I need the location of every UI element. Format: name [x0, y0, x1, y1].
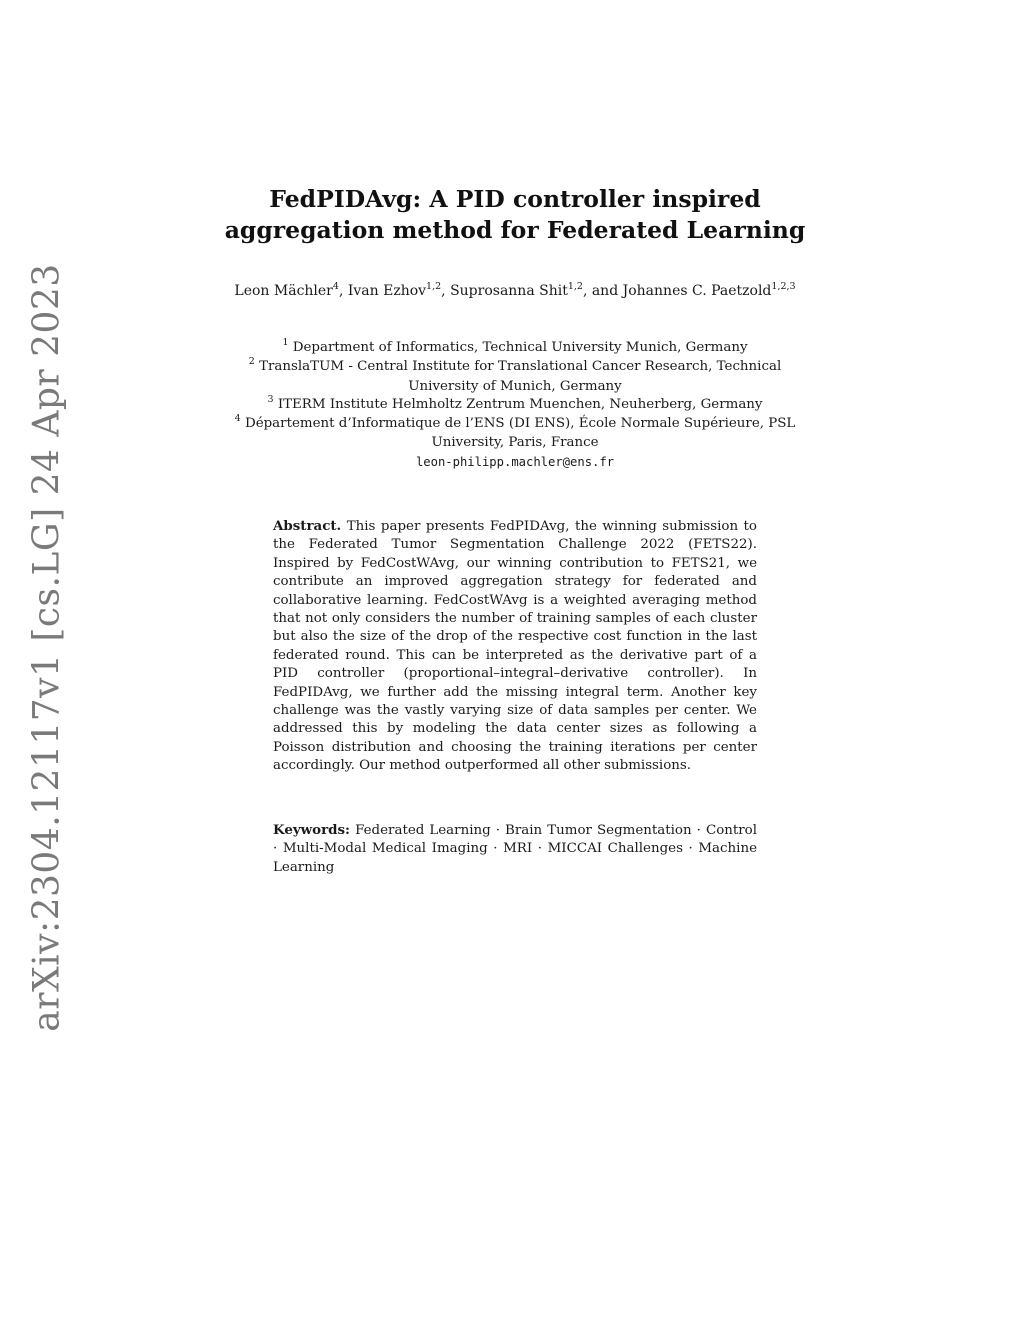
author-affiliation-mark: 1,2,3: [771, 281, 796, 292]
abstract: [273, 517, 757, 776]
paper-title: FedPIDAvg: A PID controller inspired aggregation method for Federated Learning: [224, 185, 806, 244]
abstract-text: This paper presents FedPIDAvg, the winning submission to the Federated Tumor Segmentation Challenge 2022 (FETS22). Inspired by FedCostWAvg, our winning contribution to FETS21, we contribute an improved aggregation strategy for federated and collaborative learning. FedCostWAvg is a weighted averaging method that not only considers the number of training samples of each cluster but also the size of the drop of the respective cost function in the last federated round. This can be interpreted as the derivative part of a PID controller (proportional–integral–derivative controller). In FedPIDAvg, we further add the missing integral term. Another key challenge was the vastly varying size of data samples per center. We addressed this by modeling the data center sizes as following a Poisson distribution and choosing the training iterations per center accordingly. Our method outperformed all other submissions.: [273, 519, 757, 774]
author-name: Suprosanna Shit: [450, 283, 568, 299]
affiliation-text: Département d’Informatique de l’ENS (DI ENS), École Normale Supérieure, PSL University, Paris, France: [244, 416, 796, 451]
affiliation: [222, 358, 808, 396]
author-name: Leon Mächler: [234, 283, 333, 299]
abstract-label: Abstract.: [273, 518, 342, 534]
affiliation-mark: 3: [267, 393, 274, 405]
author-list: Leon Mächler$^4$, Ivan Ezhov$^{1,2}$, Suprosanna Shit$^{1,2}$, and Johannes C. Paetzold$^{1,2,3}$: [234, 281, 796, 299]
affiliation-text: ITERM Institute Helmholtz Zentrum Muenchen, Neuherberg, Germany: [277, 396, 763, 412]
affiliation-text: Department of Informatics, Technical University Munich, Germany: [292, 340, 748, 355]
affiliation-text: TranslaTUM - Central Institute for Translational Cancer Research, Technical University of Munich, Germany: [259, 359, 782, 394]
author-name: Johannes C. Paetzold: [622, 283, 772, 299]
affiliation: [222, 393, 808, 415]
author-affiliation-mark: 4: [332, 281, 339, 292]
contact-email[interactable]: leon-philipp.machler@ens.fr: [415, 454, 615, 469]
affiliation: [222, 415, 808, 453]
keywords: [273, 821, 757, 877]
affiliation: [222, 339, 808, 358]
affiliation-mark: 2: [248, 356, 255, 368]
arxiv-identifier: arXiv:2304.12117v1 [cs.LG] 24 Apr 2023: [26, 262, 68, 1032]
author-name: Ivan Ezhov: [347, 283, 427, 299]
affiliation-mark: 1: [282, 337, 289, 348]
affiliation-mark: 4: [234, 413, 241, 425]
affiliation-list: [222, 339, 808, 471]
arxiv-identifier-stamp: [22, 262, 72, 1032]
keywords-label: Keywords:: [273, 822, 351, 838]
author-affiliation-mark: 1,2: [567, 281, 583, 292]
keywords-text: Federated Learning · Brain Tumor Segmentation · Control · Multi-Modal Medical Imaging · MRI · MICCAI Challenges · Machine Learning: [273, 823, 758, 875]
author-affiliation-mark: 1,2: [426, 281, 442, 292]
